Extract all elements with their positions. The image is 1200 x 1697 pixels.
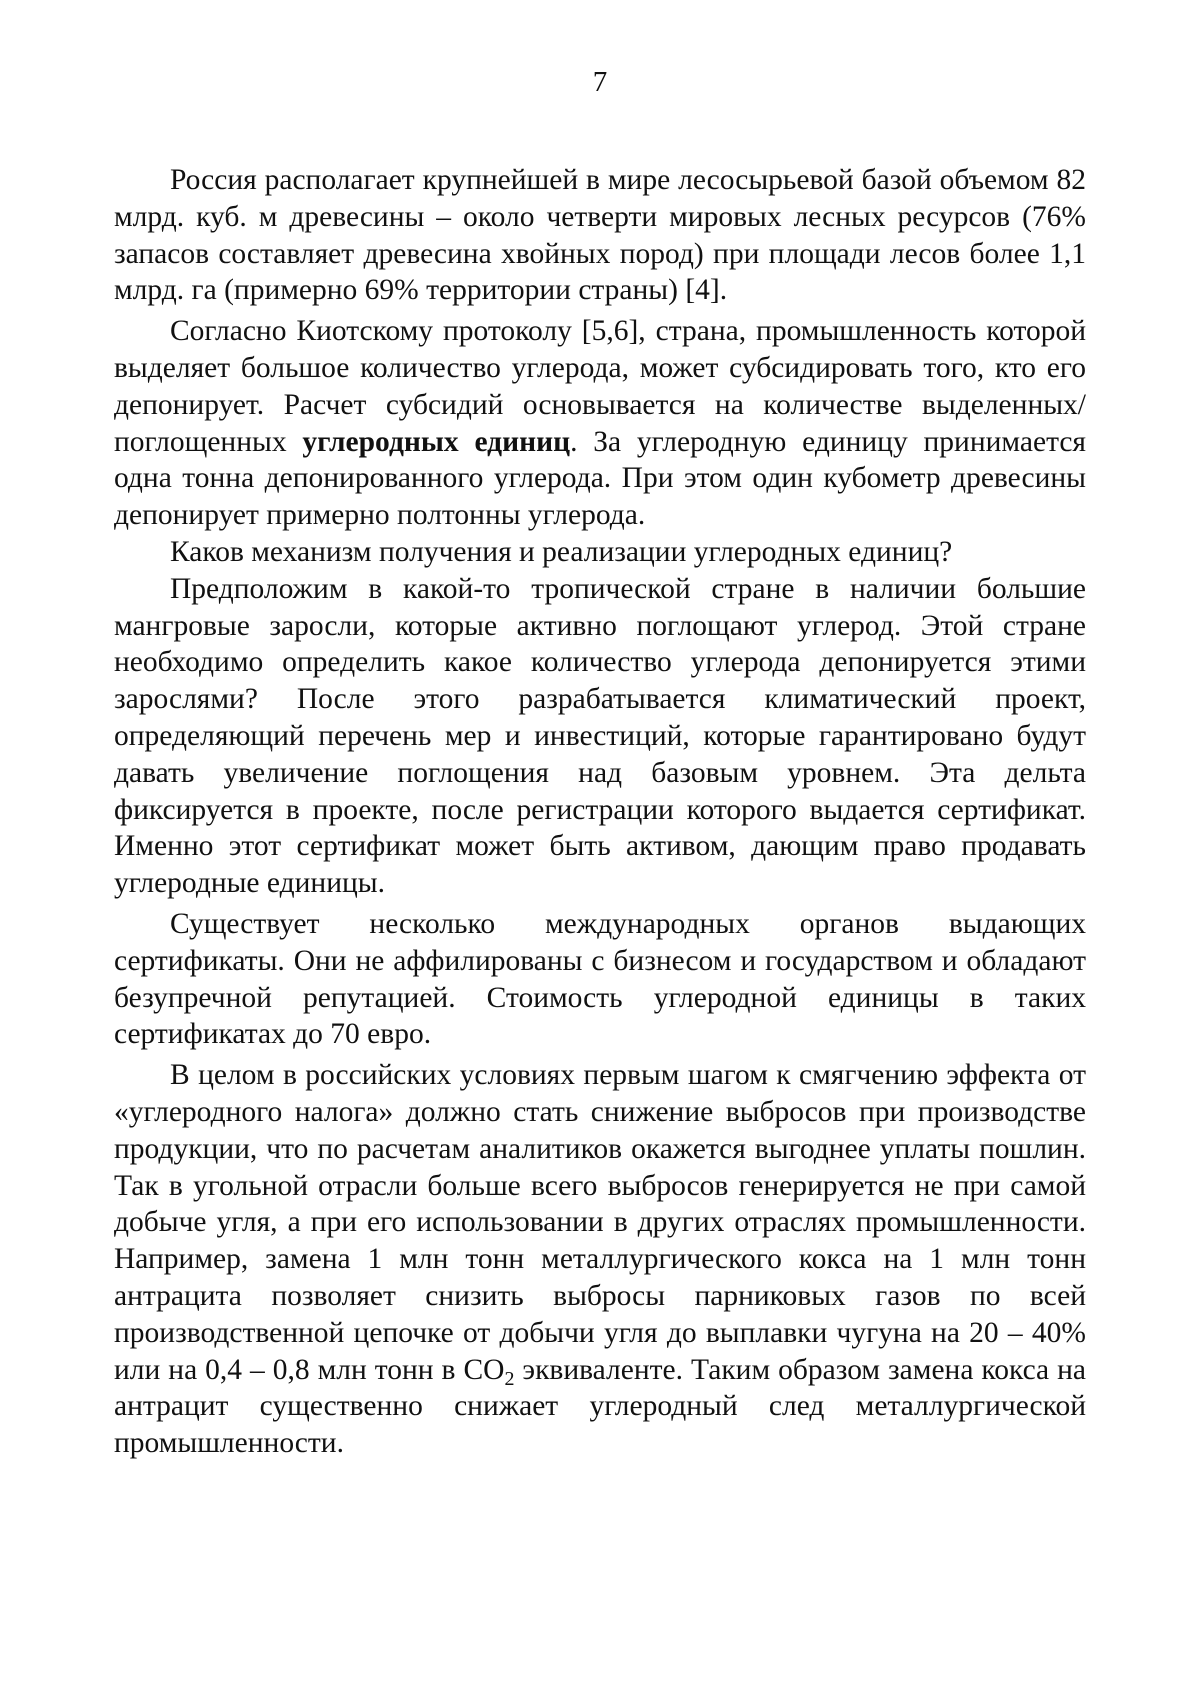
kyoto-text-start: Согласно Киотскому протоколу [5,6], страна, промышленность которой выделяет большое количество углерода, может субсидировать того, кто его депонирует. Расчет субсидий основывается на количестве выделенных/поглощенных bbox=[114, 315, 1086, 458]
paragraph-question: Каков механизм получения и реализации углеродных единиц? bbox=[170, 535, 953, 568]
paragraph-mangrove-example: Предположим в какой-то тропической стране в наличии большие мангровые заросли, которые активно поглощают углерод. Этой стране необходимо определить какое количество углерода депонируется этими зарослями? После этого разрабатывается климатический проект, определяющий перечень мер и инвестиций, которые гарантировано будут давать увеличение поглощения над базовым уровнем. Эта дельта фиксируется в проекте, после регистрации которого выдается сертификат. Именно этот сертификат может быть активом, дающим право продавать углеродные единицы. bbox=[114, 572, 1086, 900]
carbon-units-term: углеродных единиц bbox=[302, 425, 571, 458]
paragraph-certifying-bodies: Существует несколько международных органов выдающих сертификаты. Они не аффилированы с бизнесом и государством и обладают безупречной репутацией. Стоимость углеродной единицы в таких сертификатах до 70 евро. bbox=[114, 907, 1086, 1051]
paragraph-forest-resources: Россия располагает крупнейшей в мире лесосырьевой базой объемом 82 млрд. куб. м древесины – около четверти мировых лесных ресурсов (76% запасов составляет древесина хвойных пород) при площади лесов более 1,1 млрд. га (примерно 69% территории страны) [4]. bbox=[114, 164, 1086, 307]
kyoto-text-end: . За углеродную единицу принимается одна тонна депонированного углерода. При этом один кубометр древесины депонирует примерно полтонны углерода. bbox=[114, 425, 1086, 532]
document-body bbox=[114, 162, 1086, 1462]
paragraph-kyoto-protocol bbox=[114, 313, 1086, 534]
paragraph-russian-conditions bbox=[114, 1057, 1086, 1462]
russia-text-end: эквиваленте. Таким образом замена кокса на антрацит существенно снижает углеродный след металлургической промышленности. bbox=[114, 1353, 1086, 1460]
russia-text-start: В целом в российских условиях первым шагом к смягчению эффекта от «углеродного налога» должно стать снижение выбросов при производстве продукции, что по расчетам аналитиков окажется выгоднее уплаты пошлин. Так в угольной отрасли больше всего выбросов генерируется не при самой добыче угля, а при его использовании в других отраслях промышленности. Например, замена 1 млн тонн металлургического кокса на 1 млн тонн антрацита позволяет снизить выбросы парниковых газов по всей производственной цепочке от добычи угля до выплавки чугуна на 20 – 40% или на 0,4 – 0,8 млн тонн в CO bbox=[114, 1059, 1086, 1386]
page-number: 7 bbox=[592, 66, 608, 98]
co2-subscript: 2 bbox=[504, 1367, 515, 1390]
